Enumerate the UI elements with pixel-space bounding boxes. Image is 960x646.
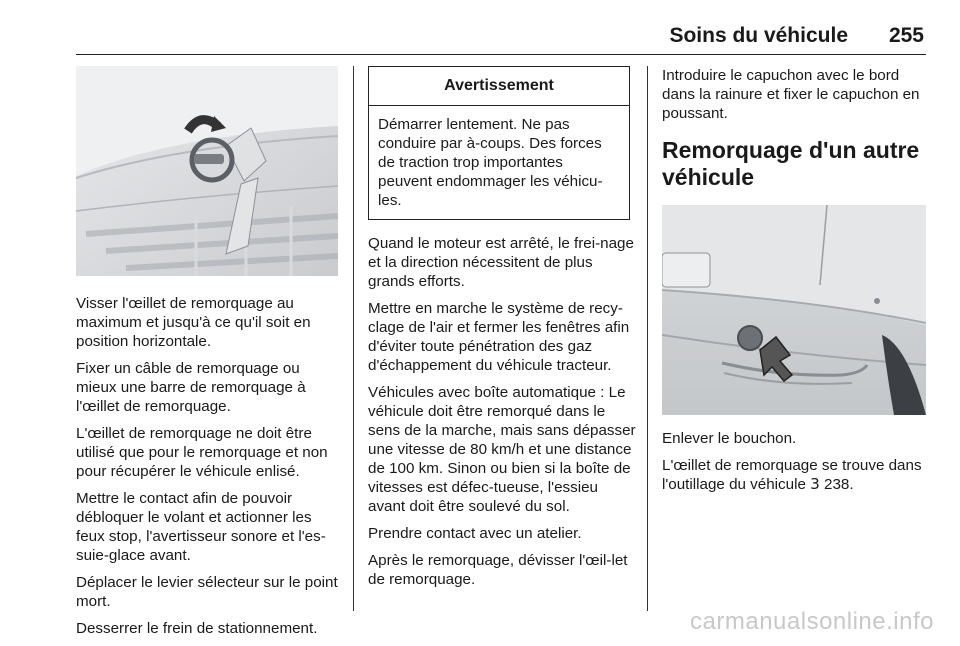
col1-paragraph-2: Fixer un câble de remorquage ou mieux une barre de remorquage à l'œillet de remorquage. bbox=[76, 360, 306, 415]
col3-paragraph-2 bbox=[662, 456, 928, 494]
col1-paragraph-5: Déplacer le levier sélecteur sur le point mort. bbox=[76, 574, 338, 610]
warning-box bbox=[368, 66, 630, 220]
col3-paragraph-1: Enlever le bouchon. bbox=[662, 430, 797, 447]
col2-paragraph-2: Mettre en marche le système de recy-clage de l'air et fermer les fenêtres afin d'éviter toute pénétration des gaz d'échappement du véhicule tracteur. bbox=[368, 300, 630, 374]
col3-paragraph-2-text: L'œillet de remorquage se trouve dans l'outillage du véhicule bbox=[662, 457, 922, 493]
rear-bumper-tow-cap-illustration bbox=[662, 205, 926, 415]
page-header bbox=[0, 0, 960, 58]
column-1 bbox=[76, 66, 342, 646]
section-title: Soins du véhicule bbox=[669, 24, 848, 47]
col2-paragraph-5: Après le remorquage, dévisser l'œil-let de remorquage. bbox=[368, 552, 628, 588]
col3-intro: Introduire le capuchon avec le bord dans la rainure et fixer le capuchon en poussant. bbox=[662, 67, 920, 122]
page-number: 255 bbox=[888, 24, 924, 47]
header-divider bbox=[76, 54, 926, 55]
tow-eye-front-figure bbox=[76, 66, 338, 276]
watermark: carmanualsonline.info bbox=[690, 608, 934, 635]
col2-paragraph-4: Prendre contact avec un atelier. bbox=[368, 525, 582, 542]
col2-paragraph-3: Véhicules avec boîte automatique : Le véhicule doit être remorqué dans le sens de la marche, mais sans dépasser une vitesse de 80 km/h et une distance de 100 km. Sinon ou bien si la boîte de vitesses est défec-tueuse, l'essieu avant doit être soulevé du sol. bbox=[368, 384, 636, 515]
col1-paragraph-3: L'œillet de remorquage ne doit être utilisé que pour le remorquage et non pour récupérer le véhicule enlisé. bbox=[76, 425, 328, 480]
warning-title: Avertissement bbox=[369, 67, 629, 106]
rear-bumper-figure bbox=[662, 205, 926, 415]
col2-paragraph-1: Quand le moteur est arrêté, le frei-nage et la direction nécessitent de plus grands efforts. bbox=[368, 235, 634, 290]
reference-page[interactable]: 238. bbox=[824, 476, 854, 493]
col1-paragraph-1: Visser l'œillet de remorquage au maximum et jusqu'à ce qu'il soit en position horizontale. bbox=[76, 295, 311, 350]
column-3 bbox=[662, 66, 928, 502]
tow-eye-front-illustration bbox=[76, 66, 338, 276]
column-divider-1 bbox=[353, 66, 354, 611]
reference-arrow: 3 bbox=[810, 475, 820, 493]
column-divider-2 bbox=[647, 66, 648, 611]
col1-paragraph-4: Mettre le contact afin de pouvoir débloquer le volant et actionner les feux stop, l'avertisseur sonore et l'es-suie-glace avant. bbox=[76, 490, 326, 564]
section-heading: Remorquage d'un autre véhicule bbox=[662, 137, 920, 190]
warning-body: Démarrer lentement. Ne pas conduire par à-coups. Des forces de traction trop importantes peuvent endommager les véhicu-les. bbox=[378, 116, 603, 209]
col1-paragraph-6: Desserrer le frein de stationnement. bbox=[76, 620, 318, 637]
column-2 bbox=[368, 66, 636, 597]
